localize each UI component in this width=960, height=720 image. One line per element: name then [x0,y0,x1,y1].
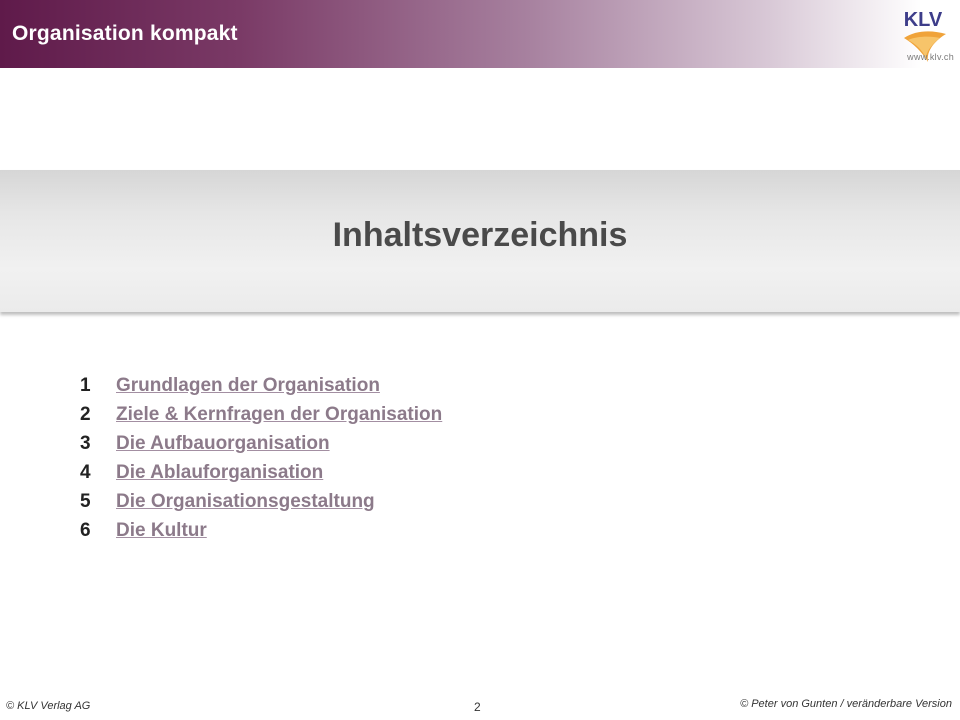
logo-text: KLV [903,9,943,31]
footer-copyright: © KLV Verlag AG [6,700,91,712]
header-bar [0,0,960,68]
title-band [0,170,960,312]
footer-author: © Peter von Gunten / veränderbare Version [740,698,952,710]
toc-link-ablauforganisation[interactable]: Die Ablauforganisation [116,461,324,483]
toc-number: 6 [80,519,91,541]
toc-item [80,400,442,429]
toc-item [80,487,442,516]
toc-item [80,371,442,400]
toc-link-kultur[interactable]: Die Kultur [116,519,207,541]
logo-url: www.klv.ch [907,52,954,62]
toc-item [80,458,442,487]
toc-link-aufbauorganisation[interactable]: Die Aufbauorganisation [116,432,330,454]
table-of-contents [80,371,442,545]
toc-number: 1 [80,374,91,396]
page-number: 2 [474,700,481,714]
toc-number: 4 [80,461,91,483]
toc-number: 2 [80,403,91,425]
toc-number: 5 [80,490,91,512]
toc-number: 3 [80,432,91,454]
toc-link-ziele-kernfragen[interactable]: Ziele & Kernfragen der Organisation [116,403,443,425]
toc-link-organisationsgestaltung[interactable]: Die Organisationsgestaltung [116,490,375,512]
slide-heading: Inhaltsverzeichnis [332,216,628,254]
toc-link-grundlagen[interactable]: Grundlagen der Organisation [116,374,380,396]
header-title: Organisation kompakt [12,22,238,45]
toc-item [80,516,442,545]
toc-item [80,429,442,458]
